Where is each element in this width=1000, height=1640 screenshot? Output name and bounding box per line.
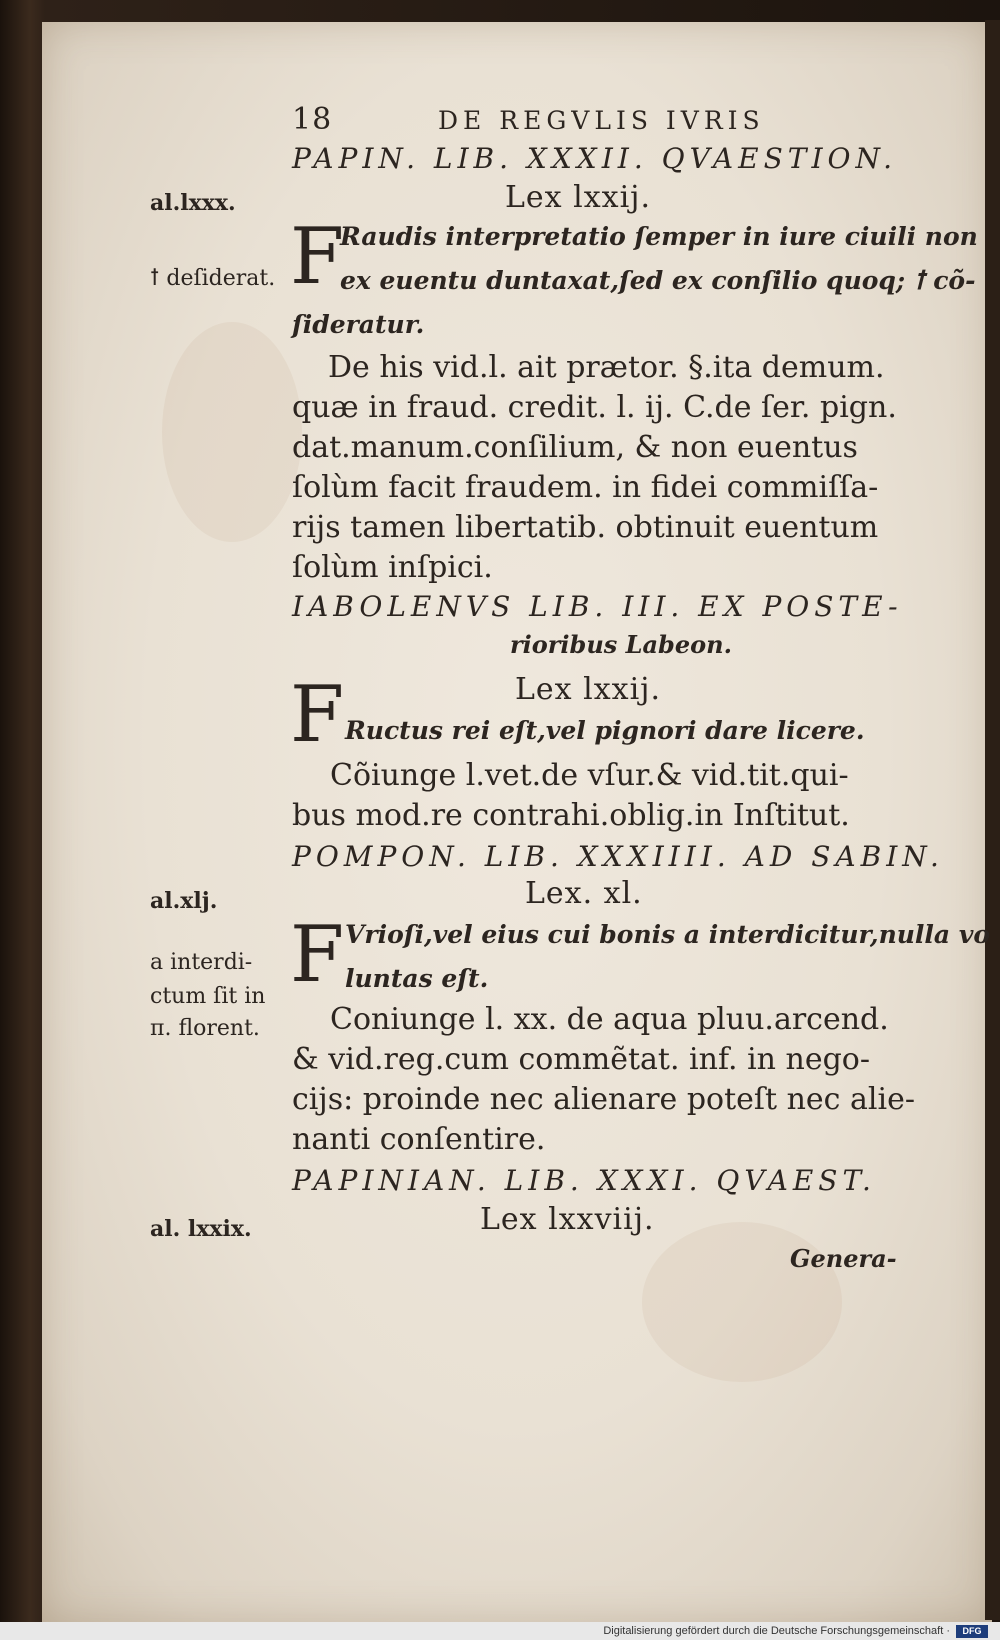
margin-note: al.lxxx. <box>150 190 236 216</box>
lex-number: Lex lxxij. <box>515 672 661 707</box>
lex-number: Lex lxxij. <box>505 180 651 215</box>
page-edge <box>985 20 1000 1620</box>
margin-note: ꝉ deſiderat. <box>150 266 276 291</box>
law-text: Ructus rei eſt,vel pignori dare licere. <box>345 716 865 745</box>
section-title: PAPINIAN. LIB. XXXI. QVAEST. <box>292 1164 876 1197</box>
section-title: POMPON. LIB. XXXIIII. AD SABIN. <box>292 840 944 873</box>
law-text: Vrioſi,vel eius cui bonis a interdicitur,nulla vo <box>345 920 991 949</box>
law-text: luntas eſt. <box>345 964 489 993</box>
lex-number: Lex. xl. <box>525 876 643 911</box>
law-text: ſideratur. <box>292 310 425 339</box>
dfg-logo-icon: DFG <box>956 1625 988 1638</box>
drop-cap: F <box>290 910 345 1000</box>
law-text: Raudis interpretatio ſemper in iure ciuili non <box>340 222 978 251</box>
commentary-line: & vid.reg.cum commẽtat. inf. in nego- <box>292 1042 870 1077</box>
lex-number: Lex lxxviij. <box>480 1202 655 1237</box>
running-head: DE REGVLIS IVRIS <box>438 106 765 135</box>
drop-cap: F <box>290 212 345 302</box>
commentary-line: cijs: proinde nec alienare poteſt nec alie- <box>292 1082 915 1117</box>
commentary-line: ſolùm facit fraudem. in fidei commiſſa- <box>292 470 879 505</box>
commentary-line: nanti conſentire. <box>292 1122 546 1157</box>
paper-stain <box>162 322 302 542</box>
section-title: IABOLENVS LIB. III. EX POSTE- <box>292 590 903 623</box>
margin-note: π. florent. <box>150 1016 260 1041</box>
commentary-line: Coniunge l. xx. de aqua pluu.arcend. <box>330 1002 889 1037</box>
commentary-line: De his vid.l. ait prætor. §.ita demum. <box>328 350 885 385</box>
commentary-line: Cõiunge l.vet.de vſur.& vid.tit.qui- <box>330 758 849 793</box>
law-text: ex euentu duntaxat,ſed ex conſilio quoq; ꝉ cõ- <box>340 266 976 295</box>
commentary-line: quæ in fraud. credit. l. ij. C.de ſer. pign. <box>292 390 897 425</box>
section-title-cont: rioribus Labeon. <box>510 630 732 659</box>
catchword: Genera- <box>790 1244 897 1273</box>
page-number: 18 <box>292 102 333 137</box>
drop-cap: F <box>290 670 345 760</box>
commentary-line: dat.manum.conſilium, & non euentus <box>292 430 858 465</box>
section-title: PAPIN. LIB. XXXII. QVAESTION. <box>292 142 898 175</box>
commentary-line: bus mod.re contrahi.oblig.in Inſtitut. <box>292 798 850 833</box>
margin-note: al.xlj. <box>150 888 218 914</box>
margin-note: a interdi- <box>150 950 253 975</box>
margin-note: al. lxxix. <box>150 1216 252 1242</box>
margin-note: ctum ſit in <box>150 984 266 1009</box>
funding-note: Digitalisierung gefördert durch die Deutsche Forschungsgemeinschaft · <box>603 1625 950 1637</box>
commentary-line: ſolùm inſpici. <box>292 550 493 585</box>
commentary-line: rijs tamen libertatib. obtinuit euentum <box>292 510 879 545</box>
